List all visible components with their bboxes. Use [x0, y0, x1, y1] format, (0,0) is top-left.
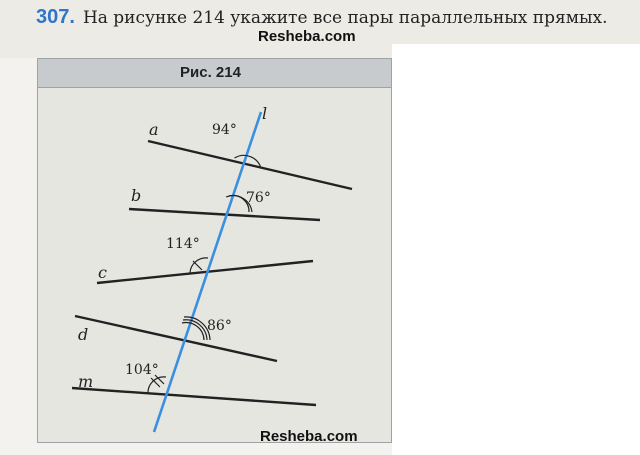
- watermark-top: Resheba.com: [258, 28, 356, 45]
- label-d: d: [78, 325, 89, 344]
- line-m: [72, 388, 316, 405]
- angle-label-m: 104°: [125, 362, 159, 378]
- angle-label-d: 86°: [207, 318, 232, 334]
- transversal-l: [154, 112, 261, 432]
- problem-number: 307.: [36, 6, 75, 28]
- label-b: b: [131, 186, 142, 205]
- angle-arc-m: [148, 377, 166, 394]
- angle-label-c: 114°: [166, 236, 200, 252]
- figure-title: Рис. 214: [180, 64, 241, 81]
- line-d: [75, 316, 277, 361]
- angle-tick-c: [193, 261, 202, 270]
- problem-text: На рисунке 214 укажите все пары параллельных прямых.: [82, 8, 608, 28]
- angle-label-b: 76°: [246, 190, 271, 206]
- angle-arc-c: [190, 258, 208, 273]
- label-a: a: [149, 120, 159, 139]
- label-m: m: [78, 372, 94, 391]
- watermark-bottom: Resheba.com: [260, 428, 358, 445]
- angle-label-a: 94°: [212, 122, 237, 138]
- label-c: c: [98, 263, 107, 282]
- label-l: l: [262, 104, 268, 123]
